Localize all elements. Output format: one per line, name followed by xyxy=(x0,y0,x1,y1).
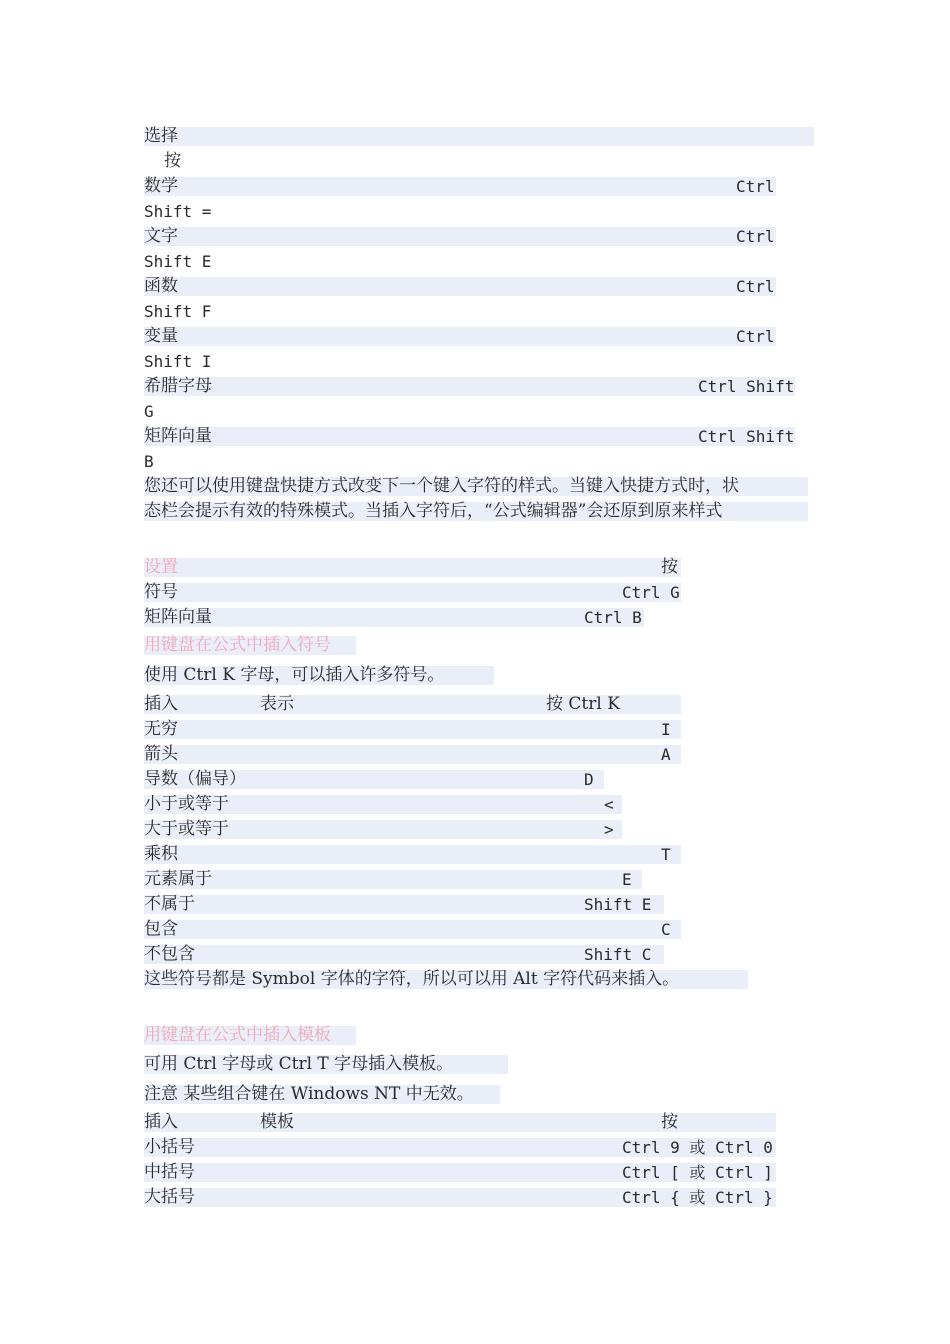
paragraph-text: 您还可以使用键盘快捷方式改变下一个键入字符的样式。当键入快捷方式时，状 xyxy=(144,476,739,496)
press-header: 按 xyxy=(164,151,181,171)
note-text: 这些符号都是 Symbol 字体的字符，所以可以用 Alt 字符代码来插入。 xyxy=(144,969,680,989)
table-row xyxy=(144,377,795,396)
row-label: 导数（偏导） xyxy=(144,769,246,789)
row-label: 不包含 xyxy=(144,944,195,964)
row-label: 大于或等于 xyxy=(144,819,229,839)
row-key: D xyxy=(584,770,594,789)
row-label: 函数 xyxy=(144,276,178,296)
row-label: 文字 xyxy=(144,226,178,246)
row-key: Shift C xyxy=(584,945,652,964)
th-press: 按 Ctrl K xyxy=(546,694,620,714)
row-label: 大括号 xyxy=(144,1187,195,1207)
row-label: 包含 xyxy=(144,919,178,939)
th-press: 按 xyxy=(661,1112,678,1132)
note-line xyxy=(144,970,748,989)
section1-header-row xyxy=(144,127,814,146)
table-row xyxy=(144,1138,776,1157)
row-key: A xyxy=(661,745,671,764)
row-label: 变量 xyxy=(144,326,178,346)
row-label: 符号 xyxy=(144,582,178,602)
intro-line xyxy=(144,666,494,685)
table-row-cont xyxy=(144,302,224,321)
row-key-b: Shift = xyxy=(144,202,212,221)
table-row xyxy=(144,277,776,296)
note-line xyxy=(144,1085,500,1104)
intro-line xyxy=(144,1055,508,1074)
row-label: 中括号 xyxy=(144,1162,195,1182)
table-row xyxy=(144,608,644,627)
section1-subheader-row xyxy=(144,152,204,171)
row-key: Ctrl 9 或 Ctrl 0 xyxy=(622,1138,773,1157)
row-key: Ctrl B xyxy=(584,608,642,627)
table-row xyxy=(144,945,664,964)
row-label: 小括号 xyxy=(144,1137,195,1157)
section-heading-text: 用键盘在公式中插入符号 xyxy=(144,635,331,655)
th-insert: 插入 xyxy=(144,1112,178,1132)
section-heading xyxy=(144,636,356,655)
table-row xyxy=(144,795,622,814)
paragraph-line xyxy=(144,502,808,521)
table-row xyxy=(144,920,681,939)
row-key: T xyxy=(661,845,671,864)
row-key: C xyxy=(661,920,671,939)
row-label: 箭头 xyxy=(144,744,178,764)
setting-header: 设置 xyxy=(144,557,178,577)
row-label: 元素属于 xyxy=(144,869,212,889)
table-row xyxy=(144,1188,776,1207)
table-row xyxy=(144,1163,776,1182)
section-heading-text: 用键盘在公式中插入模板 xyxy=(144,1025,331,1045)
row-key: > xyxy=(604,820,614,839)
row-key: Ctrl { 或 Ctrl } xyxy=(622,1188,773,1207)
row-key-a: Ctrl Shift xyxy=(698,427,795,446)
row-label: 矩阵向量 xyxy=(144,607,212,627)
table-row xyxy=(144,177,776,196)
row-key-a: Ctrl xyxy=(736,327,775,346)
row-key: < xyxy=(604,795,614,814)
intro-text: 使用 Ctrl K 字母，可以插入许多符号。 xyxy=(144,665,445,685)
table-row xyxy=(144,820,622,839)
table-row xyxy=(144,227,776,246)
row-label: 不属于 xyxy=(144,894,195,914)
table-header-row xyxy=(144,695,681,714)
row-key: Shift E xyxy=(584,895,652,914)
table-row xyxy=(144,427,795,446)
row-key-b: Shift I xyxy=(144,352,212,371)
row-label: 无穷 xyxy=(144,719,178,739)
press-header: 按 xyxy=(661,557,678,577)
row-label: 乘积 xyxy=(144,844,178,864)
section2-header-row xyxy=(144,558,681,577)
row-label: 小于或等于 xyxy=(144,794,229,814)
paragraph-text: 态栏会提示有效的特殊模式。当插入字符后，“公式编辑器”会还原到原来样式 xyxy=(144,501,723,521)
table-row xyxy=(144,895,664,914)
table-row xyxy=(144,745,681,764)
th-display: 表示 xyxy=(260,694,294,714)
row-key: Ctrl [ 或 Ctrl ] xyxy=(622,1163,773,1182)
row-key-a: Ctrl xyxy=(736,227,775,246)
row-key-b: Shift F xyxy=(144,302,212,321)
row-key-a: Ctrl xyxy=(736,177,775,196)
row-key-b: Shift E xyxy=(144,252,212,271)
row-key: E xyxy=(622,870,632,889)
table-row-cont xyxy=(144,402,184,421)
intro-text: 可用 Ctrl 字母或 Ctrl T 字母插入模板。 xyxy=(144,1054,454,1074)
row-label: 希腊字母 xyxy=(144,376,212,396)
table-row xyxy=(144,720,681,739)
table-row-cont xyxy=(144,452,184,471)
row-key-a: Ctrl Shift xyxy=(698,377,795,396)
row-key-a: Ctrl xyxy=(736,277,775,296)
table-row-cont xyxy=(144,352,224,371)
select-header: 选择 xyxy=(144,126,178,146)
table-row xyxy=(144,327,776,346)
row-key-b: B xyxy=(144,452,154,471)
row-key: Ctrl G xyxy=(622,583,680,602)
table-row xyxy=(144,583,681,602)
table-row xyxy=(144,770,604,789)
row-label: 数学 xyxy=(144,176,178,196)
note-text: 注意 某些组合键在 Windows NT 中无效。 xyxy=(144,1084,474,1104)
th-template: 模板 xyxy=(260,1112,294,1132)
row-label: 矩阵向量 xyxy=(144,426,212,446)
table-row-cont xyxy=(144,252,224,271)
table-row xyxy=(144,870,642,889)
row-key-b: G xyxy=(144,402,154,421)
table-row xyxy=(144,845,681,864)
table-header-row xyxy=(144,1113,776,1132)
paragraph-line xyxy=(144,477,808,496)
th-insert: 插入 xyxy=(144,694,178,714)
section-heading xyxy=(144,1026,356,1045)
row-key: I xyxy=(661,720,671,739)
table-row-cont xyxy=(144,202,224,221)
